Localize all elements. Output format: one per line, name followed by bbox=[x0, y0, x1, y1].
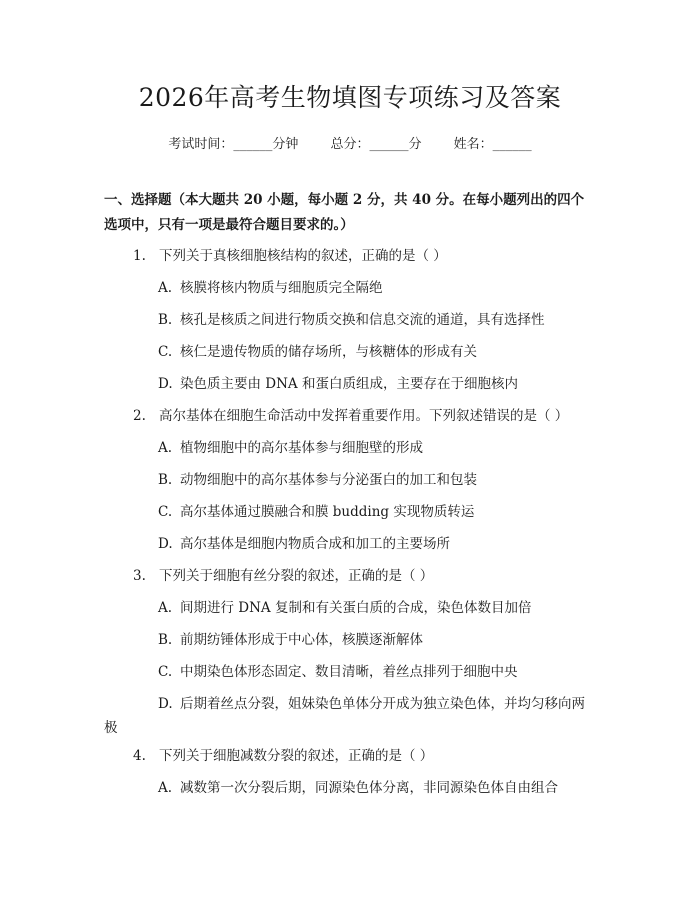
option-3a bbox=[158, 596, 531, 616]
option-text: 中期染色体形态固定、数目清晰，着丝点排列于细胞中央 bbox=[180, 664, 518, 680]
name-field: 姓名：______ bbox=[453, 137, 532, 152]
option-text: 核孔是核质之间进行物质交换和信息交流的通道，具有选择性 bbox=[180, 312, 545, 328]
question-number: 3. bbox=[133, 568, 146, 584]
option-label: B. bbox=[158, 632, 173, 648]
option-label: D. bbox=[158, 696, 173, 712]
question-number: 1. bbox=[133, 248, 146, 264]
option-4a bbox=[158, 776, 558, 796]
option-text: 动物细胞中的高尔基体参与分泌蛋白的加工和包装 bbox=[180, 472, 477, 488]
question-stem: 下列关于真核细胞核结构的叙述，正确的是（ ） bbox=[159, 248, 447, 264]
question-stem: 高尔基体在细胞生命活动中发挥着重要作用。下列叙述错误的是（ ） bbox=[159, 408, 569, 424]
option-label: C. bbox=[158, 664, 173, 680]
option-text: 核膜将核内物质与细胞质完全隔绝 bbox=[180, 280, 383, 296]
option-label: B. bbox=[158, 472, 173, 488]
option-text: 高尔基体是细胞内物质合成和加工的主要场所 bbox=[180, 536, 450, 552]
page-title: 2026年高考生物填图专项练习及答案 bbox=[138, 83, 562, 112]
option-text: 减数第一次分裂后期，同源染色体分离，非同源染色体自由组合 bbox=[180, 780, 558, 796]
option-2a bbox=[158, 436, 423, 456]
option-label: A. bbox=[158, 280, 173, 296]
question-stem: 下列关于细胞减数分裂的叙述，正确的是（ ） bbox=[159, 748, 434, 764]
exam-time-field: 考试时间：______分钟 bbox=[168, 137, 299, 152]
option-3d bbox=[158, 692, 585, 712]
option-3c bbox=[158, 660, 518, 680]
option-label: D. bbox=[158, 536, 173, 552]
question-4 bbox=[133, 744, 433, 764]
option-text: 后期着丝点分裂，姐妹染色单体分开成为独立染色体，并均匀移向两 bbox=[180, 696, 585, 712]
option-label: A. bbox=[158, 780, 173, 796]
option-text: 间期进行 DNA 复制和有关蛋白质的合成，染色体数目加倍 bbox=[180, 600, 532, 616]
question-stem: 下列关于细胞有丝分裂的叙述，正确的是（ ） bbox=[159, 568, 434, 584]
option-1d bbox=[158, 372, 518, 392]
option-2c bbox=[158, 500, 474, 520]
option-text: 植物细胞中的高尔基体参与细胞壁的形成 bbox=[180, 440, 423, 456]
option-label: D. bbox=[158, 376, 173, 392]
section-heading: 一、选择题（本大题共 20 小题，每小题 2 分，共 40 分。在每小题列出的四个选项中，只有一项是最符合题目要求的。） bbox=[104, 192, 585, 233]
option-label: A. bbox=[158, 600, 173, 616]
option-label: B. bbox=[158, 312, 173, 328]
option-label: C. bbox=[158, 344, 173, 360]
question-number: 4. bbox=[133, 748, 146, 764]
question-2 bbox=[133, 404, 568, 424]
option-label: C. bbox=[158, 504, 173, 520]
option-3b bbox=[158, 628, 423, 648]
option-text: 核仁是遗传物质的储存场所，与核糖体的形成有关 bbox=[180, 344, 477, 360]
question-3 bbox=[133, 564, 433, 584]
option-1a bbox=[158, 276, 383, 296]
option-text: 高尔基体通过膜融合和膜 budding 实现物质转运 bbox=[180, 504, 475, 520]
option-2b bbox=[158, 468, 477, 488]
option-1b bbox=[158, 308, 545, 328]
total-score-field: 总分：______分 bbox=[330, 137, 422, 152]
exam-meta bbox=[0, 133, 700, 152]
option-3d-continuation: 极 bbox=[104, 720, 118, 736]
option-1c bbox=[158, 340, 477, 360]
option-text: 染色质主要由 DNA 和蛋白质组成，主要存在于细胞核内 bbox=[180, 376, 518, 392]
option-label: A. bbox=[158, 440, 173, 456]
question-number: 2. bbox=[133, 408, 146, 424]
option-text: 前期纺锤体形成于中心体，核膜逐渐解体 bbox=[180, 632, 423, 648]
question-1 bbox=[133, 244, 447, 264]
option-2d bbox=[158, 532, 450, 552]
